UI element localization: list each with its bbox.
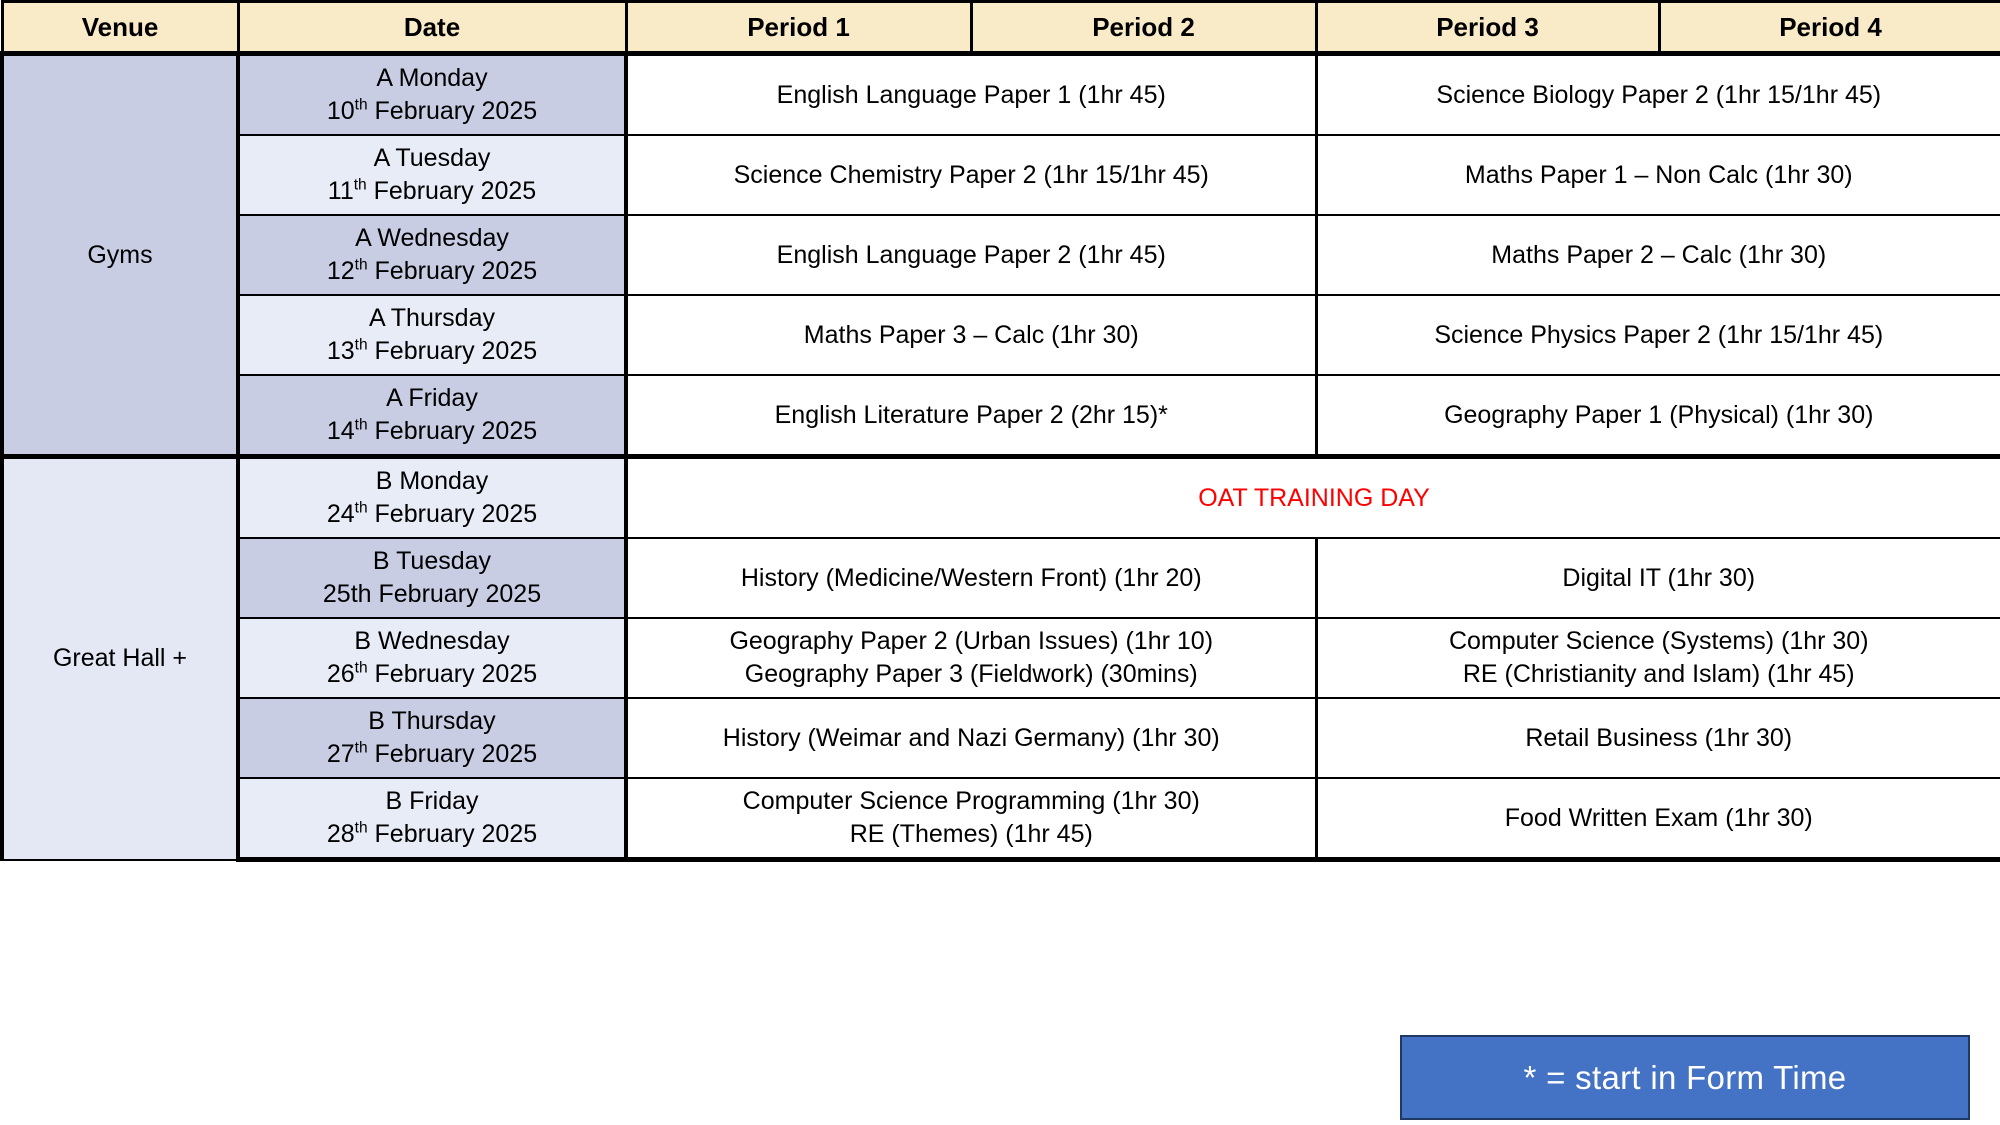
table-row bbox=[2, 215, 2000, 295]
exam-cell-period-1-2 bbox=[626, 375, 1316, 457]
exam-cell-period-3-4 bbox=[1316, 375, 2000, 457]
date-ordinal-suffix: th bbox=[353, 176, 367, 194]
column-header-period-4: Period 4 bbox=[1659, 2, 2000, 54]
exam-line: English Literature Paper 2 (2hr 15)* bbox=[774, 400, 1168, 429]
note-cell: OAT TRAINING DAY bbox=[626, 457, 2000, 539]
exam-cell-period-3-4 bbox=[1316, 215, 2000, 295]
exam-line: English Language Paper 1 (1hr 45) bbox=[776, 80, 1166, 109]
date-ordinal-suffix: th bbox=[354, 256, 368, 274]
venue-cell: Gyms bbox=[2, 54, 238, 457]
table-row bbox=[2, 778, 2000, 860]
exam-cell-period-1-2 bbox=[626, 54, 1316, 136]
header-row bbox=[2, 2, 2000, 54]
exam-cell-period-3-4 bbox=[1316, 135, 2000, 215]
table-row bbox=[2, 698, 2000, 778]
column-header-venue: Venue bbox=[2, 2, 238, 54]
exam-line: Geography Paper 1 (Physical) (1hr 30) bbox=[1444, 400, 1874, 429]
table-row bbox=[2, 295, 2000, 375]
legend-box bbox=[1400, 1035, 1970, 1120]
table-header bbox=[2, 2, 2000, 54]
exam-line: Food Written Exam (1hr 30) bbox=[1504, 803, 1813, 832]
table-row bbox=[2, 54, 2000, 136]
date-cell: B Thursday 27th February 2025 bbox=[238, 698, 626, 778]
table-row bbox=[2, 457, 2000, 539]
exam-line: Retail Business (1hr 30) bbox=[1525, 723, 1793, 752]
exam-line: Science Physics Paper 2 (1hr 15/1hr 45) bbox=[1434, 320, 1884, 349]
exam-line: Geography Paper 3 (Fieldwork) (30mins) bbox=[744, 660, 1198, 688]
date-ordinal-suffix: th bbox=[354, 96, 368, 114]
exam-line: Maths Paper 3 – Calc (1hr 30) bbox=[803, 320, 1139, 349]
exam-cell-period-3-4 bbox=[1316, 698, 2000, 778]
exam-line: History (Medicine/Western Front) (1hr 20) bbox=[740, 563, 1202, 592]
exam-line: Computer Science Programming (1hr 30) bbox=[742, 787, 1200, 815]
table-row bbox=[2, 375, 2000, 457]
exam-line: Science Chemistry Paper 2 (1hr 15/1hr 45) bbox=[733, 160, 1209, 189]
date-cell: A Wednesday 12th February 2025 bbox=[238, 215, 626, 295]
venue-cell: Great Hall + bbox=[2, 457, 238, 860]
table-row bbox=[2, 135, 2000, 215]
column-header-period-1: Period 1 bbox=[626, 2, 971, 54]
exam-line: Digital IT (1hr 30) bbox=[1562, 563, 1756, 592]
exam-line: Science Biology Paper 2 (1hr 15/1hr 45) bbox=[1436, 80, 1882, 109]
legend-text: * = start in Form Time bbox=[1523, 1058, 1847, 1096]
exam-cell-period-3-4 bbox=[1316, 538, 2000, 618]
exam-line: RE (Christianity and Islam) (1hr 45) bbox=[1462, 660, 1855, 688]
table-row bbox=[2, 618, 2000, 698]
column-header-period-3: Period 3 bbox=[1316, 2, 1659, 54]
exam-line: Geography Paper 2 (Urban Issues) (1hr 10) bbox=[729, 627, 1214, 655]
exam-line: History (Weimar and Nazi Germany) (1hr 30) bbox=[722, 723, 1220, 752]
table-row bbox=[2, 538, 2000, 618]
date-ordinal-suffix: th bbox=[354, 416, 368, 434]
date-cell: A Monday 10th February 2025 bbox=[238, 54, 626, 136]
exam-cell-period-1-2 bbox=[626, 215, 1316, 295]
exam-line: English Language Paper 2 (1hr 45) bbox=[776, 240, 1166, 269]
date-cell: B Monday 24th February 2025 bbox=[238, 457, 626, 539]
exam-cell-period-1-2 bbox=[626, 618, 1316, 698]
exam-cell-period-3-4 bbox=[1316, 54, 2000, 136]
date-ordinal-suffix: th bbox=[354, 659, 368, 677]
date-ordinal-suffix: th bbox=[354, 336, 368, 354]
exam-cell-period-1-2 bbox=[626, 698, 1316, 778]
exam-cell-period-1-2 bbox=[626, 135, 1316, 215]
date-cell: A Thursday 13th February 2025 bbox=[238, 295, 626, 375]
exam-line: Computer Science (Systems) (1hr 30) bbox=[1448, 627, 1869, 655]
table-body bbox=[2, 54, 2000, 860]
exam-line: Maths Paper 1 – Non Calc (1hr 30) bbox=[1464, 160, 1853, 189]
date-cell: B Tuesday 25th February 2025 bbox=[238, 538, 626, 618]
exam-cell-period-3-4 bbox=[1316, 618, 2000, 698]
exam-cell-period-1-2 bbox=[626, 538, 1316, 618]
column-header-period-2: Period 2 bbox=[971, 2, 1316, 54]
date-ordinal-suffix: th bbox=[354, 739, 368, 757]
exam-cell-period-3-4 bbox=[1316, 778, 2000, 860]
exam-line: RE (Themes) (1hr 45) bbox=[849, 820, 1093, 848]
exam-cell-period-3-4 bbox=[1316, 295, 2000, 375]
exam-cell-period-1-2 bbox=[626, 778, 1316, 860]
date-cell: B Friday 28th February 2025 bbox=[238, 778, 626, 860]
exam-cell-period-1-2 bbox=[626, 295, 1316, 375]
date-ordinal-suffix: th bbox=[354, 499, 368, 517]
date-cell: B Wednesday 26th February 2025 bbox=[238, 618, 626, 698]
date-ordinal-suffix: th bbox=[354, 819, 368, 837]
column-header-date: Date bbox=[238, 2, 626, 54]
exam-line: Maths Paper 2 – Calc (1hr 30) bbox=[1491, 240, 1827, 269]
footer-area bbox=[0, 1015, 2000, 1125]
date-cell: A Tuesday 11th February 2025 bbox=[238, 135, 626, 215]
date-cell: A Friday 14th February 2025 bbox=[238, 375, 626, 457]
